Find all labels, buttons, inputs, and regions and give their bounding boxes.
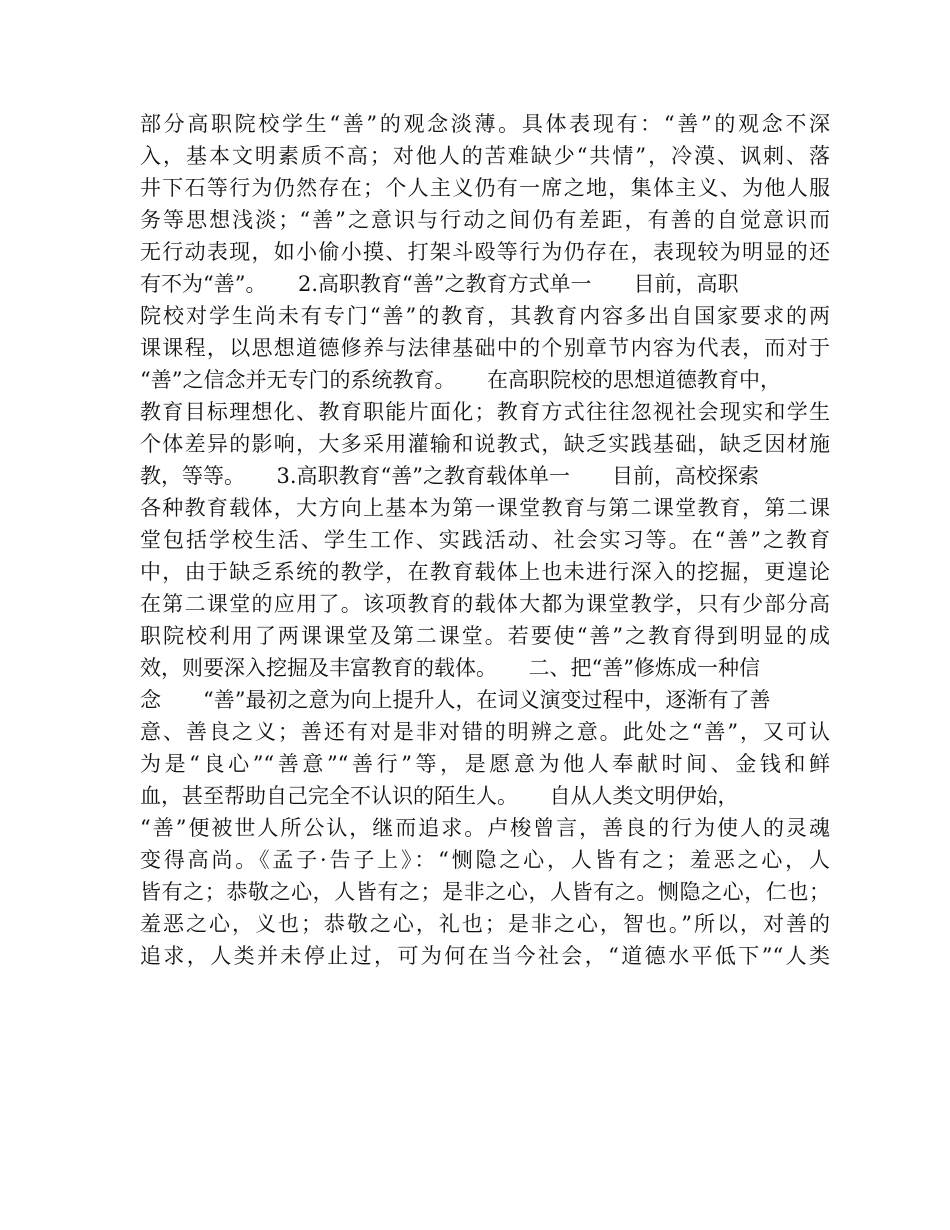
text-line: 意、善良之义；善还有对是非对错的明辨之意。此处之“善”，又可认: [140, 720, 830, 744]
text-line: 无行动表现，如小偷小摸、打架斗殴等行为仍存在，表现较为明显的还: [140, 240, 830, 264]
text-line: 课课程，以思想道德修养与法律基础中的个别章节内容为代表，而对于: [140, 336, 830, 360]
text-line: 在第二课堂的应用了。该项教育的载体大都为课堂教学，只有少部分高: [140, 592, 830, 616]
text-line: 效，则要深入挖掘及丰富教育的载体。 二、把“善”修炼成一种信: [140, 656, 760, 680]
text-line: 皆有之；恭敬之心，人皆有之；是非之心，人皆有之。恻隐之心，仁也；: [140, 880, 830, 904]
text-line: 入，基本文明素质不高；对他人的苦难缺少“共情”，冷漠、讽刺、落: [140, 144, 830, 168]
text-line: 务等思想浅淡；“善”之意识与行动之间仍有差距，有善的自觉意识而: [140, 208, 830, 232]
text-line: 羞恶之心，义也；恭敬之心，礼也；是非之心，智也。”所以，对善的: [140, 912, 830, 936]
text-line: “善”之信念并无专门的系统教育。 在高职院校的思想道德教育中，: [140, 368, 781, 392]
text-line: 为是“良心”“善意”“善行”等，是愿意为他人奉献时间、金钱和鲜: [140, 752, 830, 776]
text-line: 变得高尚。《孟子·告子上》：“恻隐之心，人皆有之；羞恶之心，人: [140, 848, 830, 872]
text-line: 教育目标理想化、教育职能片面化；教育方式往往忽视社会现实和学生: [140, 400, 830, 424]
text-line: 教，等等。 3.高职教育“善”之教育载体单一 目前，高校探索: [140, 464, 760, 488]
text-line: 各种教育载体，大方向上基本为第一课堂教育与第二课堂教育，第二课: [140, 496, 830, 520]
text-line: 部分高职院校学生“善”的观念淡薄。具体表现有：“善”的观念不深: [140, 112, 830, 136]
text-line: 血，甚至帮助自己完全不认识的陌生人。 自从人类文明伊始，: [140, 784, 739, 808]
text-line: 个体差异的影响，大多采用灌输和说教式，缺乏实践基础，缺乏因材施: [140, 432, 830, 456]
text-line: 追求，人类并未停止过，可为何在当今社会，“道德水平低下”“人类: [140, 944, 830, 968]
text-line: 堂包括学校生活、学生工作、实践活动、社会实习等。在“善”之教育: [140, 528, 830, 552]
text-line: 院校对学生尚未有专门“善”的教育，其教育内容多出自国家要求的两: [140, 304, 830, 328]
body-text: [140, 108, 830, 972]
text-line: 中，由于缺乏系统的教学，在教育载体上也未进行深入的挖掘，更遑论: [140, 560, 830, 584]
text-line: 职院校利用了两课课堂及第二课堂。若要使“善”之教育得到明显的成: [140, 624, 830, 648]
text-line: 井下石等行为仍然存在；个人主义仍有一席之地，集体主义、为他人服: [140, 176, 830, 200]
text-line: 有不为“善”。 2.高职教育“善”之教育方式单一 目前，高职: [140, 272, 739, 296]
text-line: “善”便被世人所公认，继而追求。卢梭曾言，善良的行为使人的灵魂: [140, 816, 830, 840]
text-line: 念 “善”最初之意为向上提升人，在词义演变过程中，逐渐有了善: [140, 688, 771, 712]
